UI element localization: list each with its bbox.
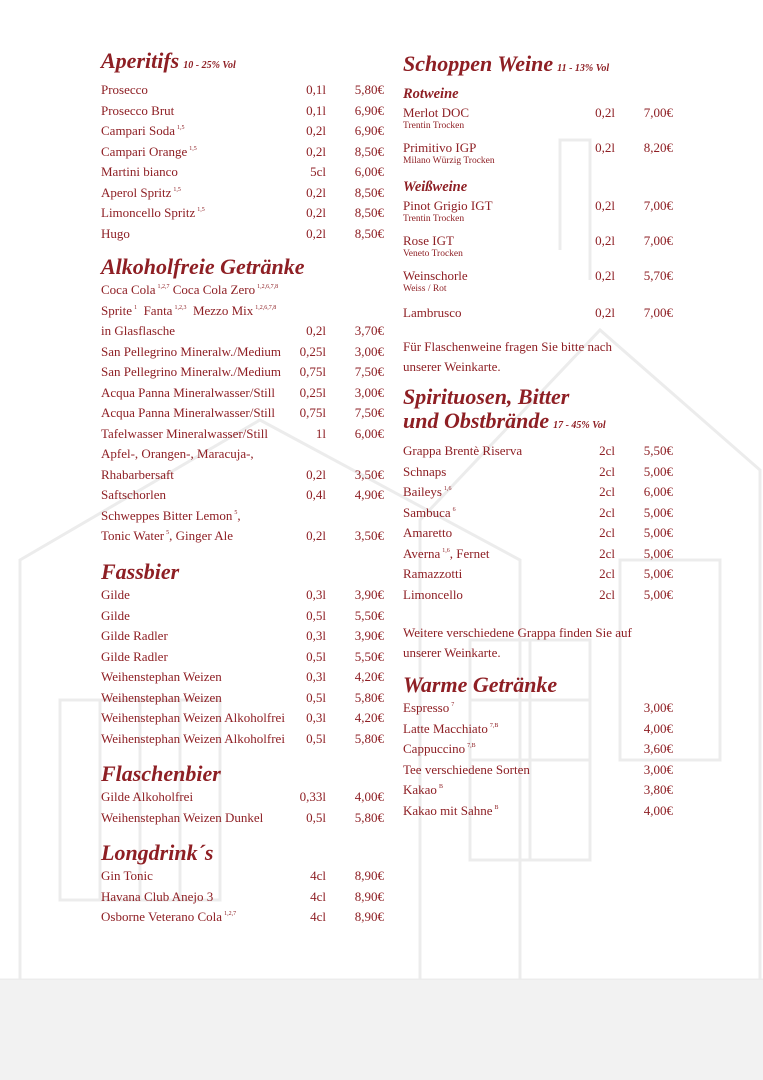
menu-item [101, 321, 384, 342]
item-size: 5cl [310, 164, 326, 179]
item-price: 8,50€ [354, 143, 384, 159]
item-size: 4cl [310, 888, 326, 904]
item-name: Lambrusco [403, 305, 462, 320]
item-name: Weihenstephan Weizen [101, 669, 222, 684]
item-size: 0,25l [299, 343, 326, 359]
allergen-note: 1,5 [189, 145, 197, 152]
item-name: Grappa Brentè Riserva [403, 443, 523, 458]
item-size: 2cl [599, 525, 615, 540]
aperitifs-heading [101, 49, 384, 78]
item-price: 6,00€ [643, 484, 673, 499]
allergen-note: 6 [452, 506, 456, 513]
item-size: 0,25l [299, 384, 326, 400]
item-price: 5,80€ [354, 809, 384, 825]
allergen-note: 1,5 [197, 207, 205, 213]
schoppen-heading [403, 52, 673, 81]
menu-item [101, 465, 384, 486]
schoppen-title: Schoppen Weine [403, 51, 554, 76]
item-name: Weihenstephan Weizen Dunkel [101, 809, 264, 825]
item-size: 1l [315, 425, 326, 441]
spirituosen-heading-line1: Spirituosen, Bitter [403, 384, 570, 409]
menu-item [101, 526, 384, 547]
item-size: 0,5l [306, 730, 326, 746]
item-name: Sambuca [403, 504, 451, 520]
item-size: 0,33l [299, 789, 326, 804]
item-name: Gilde Radler [101, 648, 168, 664]
item-size: 0,2l [306, 323, 326, 338]
menu-item [101, 383, 384, 404]
item-description: Trentin Trocken [403, 121, 465, 131]
allergen-note: 1,2,3 [174, 304, 187, 311]
item-name: Coca Cola [101, 282, 156, 297]
item-price: 5,80€ [354, 689, 384, 705]
menu-item [403, 780, 673, 801]
note-line: Für Flaschenweine fragen Sie bitte nach [403, 338, 613, 354]
item-name: Hugo [101, 225, 130, 241]
item-name: Weinschorle [403, 268, 468, 283]
item-name: Averna [403, 545, 441, 561]
allergen-note: 1,6 [444, 486, 452, 492]
item-name: Campari Orange [101, 143, 188, 159]
wine-item [403, 140, 673, 175]
item-price: 6,90€ [354, 123, 384, 138]
item-size: 0,75l [299, 364, 326, 379]
item-name: Schnaps [403, 463, 447, 479]
item-price: 5,00€ [643, 525, 673, 540]
menu-item [101, 424, 384, 445]
item-price: 5,70€ [643, 268, 673, 283]
note-line: Weitere verschiedene Grappa finden Sie auf [403, 625, 632, 640]
menu-item [101, 403, 384, 424]
item-price: 3,80€ [643, 782, 673, 797]
item-price: 3,90€ [354, 587, 384, 602]
menu-item [101, 585, 384, 606]
item-name: Martini bianco [101, 164, 178, 179]
item-name: Gilde [101, 607, 130, 623]
item-name: , Ginger Ale [169, 528, 234, 543]
item-price: 5,00€ [643, 566, 673, 581]
item-name: Pinot Grigio IGT [403, 198, 493, 213]
alkoholfrei-heading: Alkoholfreie Getränke [101, 254, 305, 279]
item-name: Gilde Alkoholfrei [101, 789, 194, 804]
item-size: 0,1l [306, 82, 326, 97]
allergen-note: 1,6 [442, 547, 450, 554]
note-line: unserer Weinkarte. [403, 358, 501, 374]
menu-item [101, 866, 384, 887]
menu-item [403, 462, 673, 483]
item-price: 5,80€ [354, 82, 384, 97]
item-name: Weihenstephan Weizen Alkoholfrei [101, 710, 285, 725]
item-price: 7,00€ [643, 305, 673, 320]
menu-item [101, 485, 384, 506]
menu-item [403, 801, 673, 822]
menu-item [403, 564, 673, 585]
spirituosen-vol: 17 - 45% Vol [553, 420, 606, 431]
item-price: 8,50€ [354, 205, 384, 220]
item-price: 3,90€ [354, 628, 384, 643]
menu-item [101, 142, 384, 163]
item-price: 7,00€ [643, 105, 673, 120]
item-price: 7,00€ [643, 233, 673, 248]
item-name: Weihenstephan Weizen Alkoholfrei [101, 730, 285, 746]
item-price: 7,00€ [643, 198, 673, 213]
item-price: 7,50€ [354, 364, 384, 379]
menu-item [101, 162, 384, 183]
menu-item [403, 719, 673, 740]
aperitifs-section [101, 49, 384, 244]
item-size: 0,2l [595, 233, 615, 248]
menu-item [403, 482, 673, 503]
spirituosen-section [403, 385, 673, 663]
item-price: 3,50€ [354, 466, 384, 482]
item-price: 5,00€ [643, 586, 673, 602]
item-name: Kakao [403, 782, 437, 797]
menu-item [403, 739, 673, 760]
item-name: Campari Soda [101, 123, 176, 138]
item-price: 5,80€ [354, 730, 384, 746]
menu-item [403, 523, 673, 544]
item-name: , Fernet [449, 545, 490, 561]
item-name: Gin Tonic [101, 868, 153, 883]
menu-item [403, 544, 673, 565]
item-size: 0,2l [595, 105, 615, 120]
item-description: Milano Würzig Trocken [403, 156, 495, 166]
item-price: 6,00€ [354, 425, 384, 441]
note-line: unserer Weinkarte. [403, 645, 501, 660]
menu-item [101, 80, 384, 101]
item-size: 2cl [599, 566, 615, 581]
item-name: Acqua Panna Mineralwasser/Still [101, 384, 276, 400]
item-name: Amaretto [403, 525, 453, 540]
item-size: 0,5l [306, 809, 326, 825]
item-name: in Glasflasche [101, 323, 176, 338]
menu-item [101, 708, 384, 729]
fassbier-heading: Fassbier [101, 559, 180, 584]
schoppen-vol: 11 - 13% Vol [557, 63, 610, 74]
menu-item [101, 224, 384, 245]
item-size: 4cl [310, 868, 326, 883]
item-price: 5,50€ [354, 648, 384, 664]
item-size: 0,3l [306, 710, 326, 725]
item-price: 3,00€ [354, 343, 384, 359]
item-name: San Pellegrino Mineralw./Medium [101, 343, 282, 359]
item-price: 4,20€ [354, 669, 384, 684]
allergen-note: B [494, 804, 499, 811]
allergen-note: 7,B [489, 722, 499, 729]
item-size: 0,3l [306, 628, 326, 643]
item-price: 3,00€ [643, 700, 673, 715]
item-price: 5,50€ [643, 443, 673, 458]
item-price: 8,90€ [354, 888, 384, 904]
item-price: 6,00€ [354, 164, 384, 179]
item-description: Trentin Trocken [403, 214, 465, 224]
allergen-note: 1 [134, 304, 138, 311]
item-name: Fanta [143, 302, 173, 318]
item-size: 0,2l [306, 184, 326, 200]
item-size: 0,75l [299, 405, 326, 420]
allergen-note: 1,5 [173, 186, 181, 193]
rotweine-heading: Rotweine [403, 86, 459, 102]
schweppes-line-1 [101, 506, 384, 527]
item-price: 5,00€ [643, 545, 673, 561]
item-name: Latte Macchiato [403, 720, 488, 736]
item-name: Coca Cola Zero [172, 282, 256, 297]
item-name: Primitivo IGP [403, 140, 477, 155]
warme-heading: Warme Getränke [403, 672, 558, 697]
item-name: Tafelwasser Mineralwasser/Still [101, 425, 268, 441]
item-name: Aperol Spritz [101, 184, 172, 200]
menu-item [403, 503, 673, 524]
item-price: 8,50€ [354, 225, 384, 241]
item-name: Mezzo Mix [192, 302, 254, 318]
item-name: Saftschorlen [101, 487, 166, 502]
softdrinks-line-2 [101, 301, 384, 322]
item-name: Rhabarbersaft [101, 466, 174, 482]
aperitifs-vol: 10 - 25% Vol [183, 60, 236, 71]
menu-item [101, 606, 384, 627]
allergen-note: 1,2,7 [224, 911, 237, 917]
flaschenbier-heading: Flaschenbier [101, 761, 221, 786]
item-name: Havana Club Anejo 3 [101, 888, 214, 904]
grappa-note [403, 623, 663, 663]
item-size: 0,3l [306, 587, 326, 602]
menu-item [101, 101, 384, 122]
item-size: 0,2l [306, 123, 326, 138]
item-description: Veneto Trocken [403, 249, 463, 259]
longdrinks-section [101, 841, 384, 928]
weissweine-heading: Weißweine [403, 179, 468, 195]
menu-item [101, 667, 384, 688]
item-name: Rose IGT [403, 233, 454, 248]
allergen-note: 1,2,7 [157, 284, 170, 290]
item-description: Weiss / Rot [403, 284, 447, 294]
allergen-note: 7 [451, 702, 455, 708]
item-price: 4,00€ [354, 789, 384, 804]
item-size: 2cl [599, 545, 615, 561]
item-price: 3,70€ [354, 323, 384, 338]
item-size: 2cl [599, 443, 615, 458]
wine-item [403, 105, 673, 140]
item-size: 0,5l [306, 648, 326, 664]
menu-item [403, 760, 673, 781]
item-size: 0,2l [306, 225, 326, 241]
item-name: Tee verschiedene Sorten [403, 761, 530, 777]
item-price: 8,50€ [354, 184, 384, 200]
juice-line-1: Apfel-, Orangen-, Maracuja-, [101, 446, 254, 461]
menu-item [101, 203, 384, 224]
item-size: 0,5l [306, 607, 326, 623]
item-price: 3,00€ [643, 761, 673, 777]
item-name: Prosecco [101, 82, 148, 97]
aperitifs-title: Aperitifs [101, 48, 180, 73]
item-price: 4,20€ [354, 710, 384, 725]
item-size: 0,5l [306, 689, 326, 705]
menu-item [101, 342, 384, 363]
item-price: 4,00€ [643, 802, 673, 818]
item-name: Kakao mit Sahne [403, 802, 493, 818]
fassbier-section [101, 560, 384, 749]
menu-item [101, 626, 384, 647]
item-name: Limoncello Spritz [101, 205, 196, 220]
item-name: Tonic Water [101, 528, 165, 543]
menu-item [101, 887, 384, 908]
allergen-note: 7,B [467, 743, 476, 749]
menu-item [403, 303, 673, 324]
item-size: 2cl [599, 586, 615, 602]
menu-item [403, 585, 673, 606]
item-name: San Pellegrino Mineralw./Medium [101, 364, 282, 379]
item-size: 0,4l [306, 487, 326, 502]
weinkarte-note [403, 337, 643, 377]
wine-item [403, 233, 673, 268]
item-separator: , [237, 507, 241, 523]
item-size: 0,2l [595, 198, 615, 213]
item-size: 0,2l [595, 140, 615, 155]
item-price: 3,60€ [643, 741, 673, 756]
item-price: 4,00€ [643, 720, 673, 736]
item-name: Baileys [403, 484, 442, 499]
item-price: 3,50€ [354, 528, 384, 543]
wine-item [403, 268, 673, 303]
item-name: Sprite [101, 302, 133, 318]
spirituosen-title: und Obstbrände [403, 408, 550, 433]
item-name: Cappuccino [403, 741, 466, 756]
item-size: 2cl [599, 484, 615, 499]
item-price: 3,00€ [354, 384, 384, 400]
item-name: Merlot DOC [403, 105, 470, 120]
item-size: 0,2l [595, 305, 615, 320]
item-name: Osborne Veterano Cola [101, 909, 223, 924]
menu-item [101, 183, 384, 204]
item-size: 2cl [599, 463, 615, 479]
menu-item [101, 121, 384, 142]
item-price: 8,90€ [354, 868, 384, 883]
schoppen-section [403, 52, 673, 377]
item-name: Weihenstephan Weizen [101, 689, 222, 705]
item-name: Prosecco Brut [101, 102, 175, 118]
item-size: 0,1l [306, 102, 326, 118]
allergen-note: 5 [234, 509, 238, 516]
menu-item [101, 787, 384, 808]
item-price: 8,90€ [354, 909, 384, 924]
item-size: 0,2l [306, 143, 326, 159]
item-price: 6,90€ [354, 102, 384, 118]
menu-item [403, 698, 673, 719]
spirituosen-heading-line2 [403, 409, 673, 438]
item-name: Gilde [101, 587, 130, 602]
item-price: 4,90€ [354, 487, 384, 502]
menu-item [101, 647, 384, 668]
item-price: 5,00€ [643, 504, 673, 520]
allergen-note: 5 [166, 530, 170, 536]
item-price: 8,20€ [643, 140, 673, 155]
item-size: 0,2l [595, 268, 615, 283]
item-name: Gilde Radler [101, 628, 168, 643]
longdrinks-heading: Longdrink´s [101, 840, 214, 865]
wine-item [403, 198, 673, 233]
allergen-note: 1,5 [177, 125, 185, 131]
item-name: Acqua Panna Mineralwasser/Still [101, 405, 276, 420]
warme-section [403, 673, 673, 821]
menu-item [403, 441, 673, 462]
menu-item [101, 808, 384, 829]
item-price: 7,50€ [354, 405, 384, 420]
item-size: 0,2l [306, 466, 326, 482]
allergen-note: B [438, 784, 443, 790]
item-size: 0,2l [306, 528, 326, 543]
item-size: 4cl [310, 909, 326, 924]
menu-item [101, 362, 384, 383]
item-name: Limoncello [403, 586, 463, 602]
menu-item [101, 729, 384, 750]
item-price: 5,50€ [354, 607, 384, 623]
item-price: 5,00€ [643, 463, 673, 479]
item-size: 0,3l [306, 669, 326, 684]
menu-item [101, 688, 384, 709]
item-size: 0,2l [306, 205, 326, 220]
allergen-note: 1,2,6,7,8 [257, 284, 279, 290]
item-name: Ramazzotti [403, 566, 463, 581]
flaschenbier-section [101, 762, 384, 828]
item-name: Espresso [403, 700, 450, 715]
alkoholfrei-section [101, 255, 384, 547]
softdrinks-line-1 [101, 280, 384, 301]
menu-item [101, 907, 384, 928]
item-size: 2cl [599, 504, 615, 520]
allergen-note: 1,2,6,7,8 [255, 304, 277, 311]
item-name: Schweppes Bitter Lemon [101, 507, 233, 523]
